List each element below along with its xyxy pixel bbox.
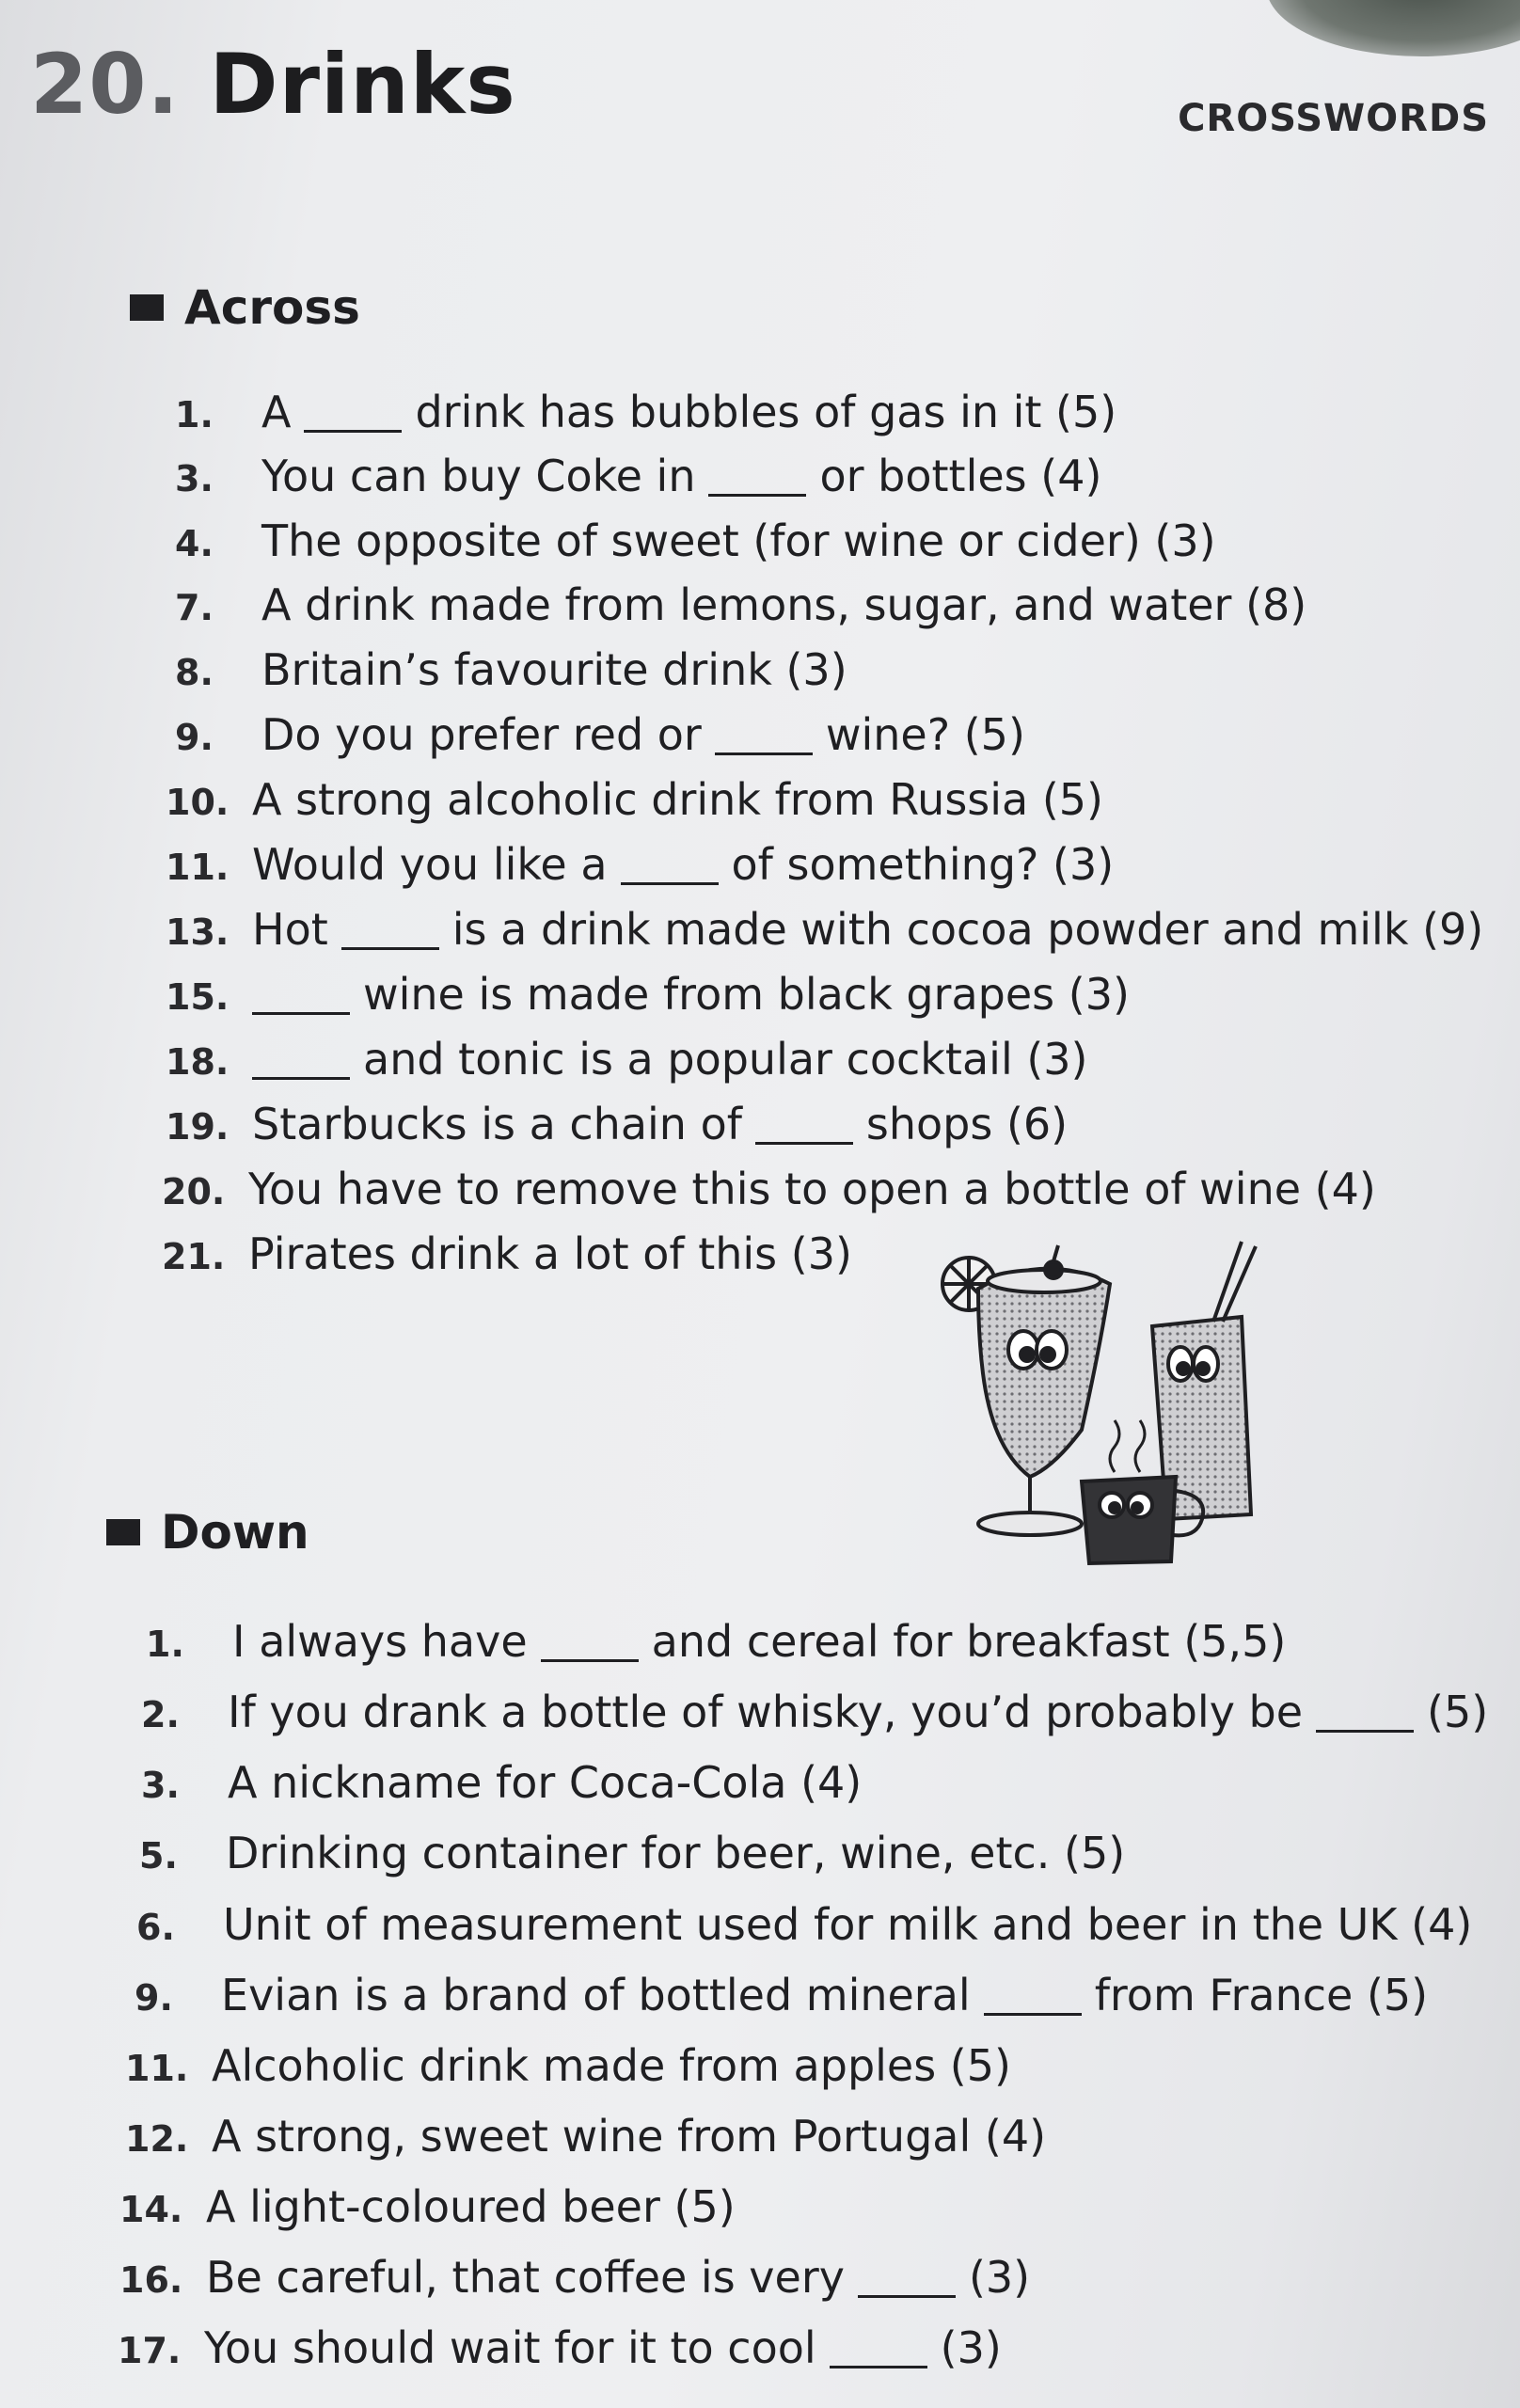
across-clue (175, 451, 1102, 501)
clue-text-after: (3) (940, 2322, 1002, 2373)
clue-number: 17. (118, 2330, 182, 2371)
answer-blank (304, 402, 402, 433)
clue-text: Be careful, that coffee is very (206, 2252, 845, 2303)
across-clue (175, 515, 1216, 566)
clue-number: 14. (119, 2189, 183, 2230)
clue-text: A strong alcoholic drink from Russia (5) (252, 774, 1103, 825)
down-clue (139, 1828, 1126, 1878)
cartoon-drinks-illustration (941, 1232, 1289, 1590)
down-clue (146, 1616, 1287, 1667)
answer-blank (715, 724, 813, 755)
clue-text: A strong, sweet wine from Portugal (4) (212, 2111, 1047, 2162)
down-clue (141, 1687, 1489, 1737)
across-clue (175, 387, 1117, 437)
across-clue (166, 904, 1484, 955)
clue-number: 6. (136, 1907, 175, 1948)
down-heading-label: Down (161, 1505, 309, 1560)
down-clue (125, 2111, 1047, 2162)
down-clue (118, 2322, 1002, 2373)
clue-text: Britain’s favourite drink (3) (261, 644, 847, 695)
across-clue (175, 644, 847, 695)
clue-number: 3. (141, 1765, 180, 1806)
clue-text-after: wine is made from black grapes (3) (363, 969, 1130, 1020)
clue-number: 11. (166, 847, 230, 888)
clue-text: The opposite of sweet (for wine or cider) (3) (261, 515, 1216, 566)
clue-text: A (261, 387, 292, 437)
answer-blank (252, 1049, 350, 1080)
clue-number: 5. (139, 1835, 178, 1877)
clue-text: Starbucks is a chain of (252, 1099, 742, 1149)
clue-text: You should wait for it to cool (204, 2322, 816, 2373)
clue-number: 1. (146, 1624, 184, 1665)
clue-number: 3. (175, 458, 214, 499)
clue-number: 11. (125, 2048, 189, 2089)
clue-number: 9. (175, 717, 214, 758)
answer-blank (708, 466, 806, 497)
square-bullet-icon (106, 1519, 140, 1545)
across-heading-label: Across (184, 280, 360, 335)
clue-text-after: of something? (3) (731, 839, 1115, 890)
answer-blank (830, 2337, 927, 2368)
clue-text-after: wine? (5) (825, 709, 1025, 760)
down-clue (125, 2040, 1011, 2091)
corner-shadow (1266, 0, 1520, 56)
clue-text: Unit of measurement used for milk and beer in the UK (4) (223, 1899, 1473, 1950)
clue-number: 1. (175, 394, 214, 436)
clue-text: You have to remove this to open a bottle of wine (4) (248, 1164, 1376, 1214)
down-clue (135, 1970, 1429, 2020)
unit-number: 20. (30, 36, 180, 133)
clue-number: 4. (175, 523, 214, 564)
clue-number: 21. (162, 1236, 226, 1277)
clue-number: 12. (125, 2118, 189, 2160)
answer-blank (621, 854, 719, 885)
clue-number: 13. (166, 911, 230, 953)
answer-blank (984, 1985, 1082, 2016)
down-heading (106, 1505, 309, 1560)
across-clue (175, 579, 1307, 630)
clue-number: 2. (141, 1694, 180, 1735)
clue-text: A drink made from lemons, sugar, and water (8) (261, 579, 1307, 630)
clue-text: I always have (232, 1616, 528, 1667)
clue-text: Alcoholic drink made from apples (5) (212, 2040, 1011, 2091)
answer-blank (755, 1114, 853, 1145)
clue-text: Do you prefer red or (261, 709, 702, 760)
down-clue (136, 1899, 1473, 1950)
clue-text-after: (3) (968, 2252, 1031, 2303)
clue-text-after: is a drink made with cocoa powder and milk (9) (451, 904, 1484, 955)
clue-text: If you drank a bottle of whisky, you’d probably be (228, 1687, 1304, 1737)
clue-text: Hot (252, 904, 328, 955)
across-clue (175, 709, 1025, 760)
clue-text: Pirates drink a lot of this (3) (248, 1228, 852, 1279)
clue-number: 19. (166, 1106, 230, 1148)
clue-text-after: from France (5) (1094, 1970, 1429, 2020)
clue-text-after: or bottles (4) (819, 451, 1102, 501)
across-clue (166, 774, 1103, 825)
unit-title: Drinks (209, 36, 516, 133)
clue-text-after: drink has bubbles of gas in it (5) (415, 387, 1117, 437)
down-clue (119, 2252, 1031, 2303)
clue-number: 10. (166, 782, 230, 823)
clue-text: You can buy Coke in (261, 451, 696, 501)
across-clue (162, 1228, 852, 1279)
answer-blank (858, 2267, 956, 2298)
across-clue (162, 1164, 1376, 1214)
clue-text-after: (5) (1427, 1687, 1489, 1737)
clue-text: A nickname for Coca-Cola (4) (228, 1757, 863, 1808)
clue-number: 16. (119, 2259, 183, 2301)
answer-blank (341, 919, 439, 950)
clue-number: 18. (166, 1041, 230, 1083)
across-clue (166, 969, 1130, 1020)
down-clue (141, 1757, 863, 1808)
clue-number: 8. (175, 652, 214, 693)
clue-number: 9. (135, 1977, 173, 2019)
clue-text: Evian is a brand of bottled mineral (221, 1970, 971, 2020)
clue-text-after: and tonic is a popular cocktail (3) (363, 1034, 1088, 1085)
clue-number: 7. (175, 587, 214, 628)
page-title (30, 36, 516, 133)
square-bullet-icon (130, 294, 164, 321)
answer-blank (1316, 1702, 1414, 1733)
category-label: CROSSWORDS (1178, 97, 1489, 140)
clue-text: Drinking container for beer, wine, etc. (5) (226, 1828, 1126, 1878)
across-clue (166, 1034, 1088, 1085)
clue-number: 15. (166, 976, 230, 1018)
across-clue (166, 839, 1115, 890)
across-clue (166, 1099, 1069, 1149)
clue-text-after: and cereal for breakfast (5,5) (651, 1616, 1287, 1667)
across-heading (130, 280, 360, 335)
clue-text-after: shops (6) (865, 1099, 1069, 1149)
answer-blank (252, 984, 350, 1015)
answer-blank (541, 1631, 639, 1662)
clue-text: Would you like a (252, 839, 608, 890)
clue-text: A light-coloured beer (5) (206, 2181, 736, 2232)
down-clue (119, 2181, 736, 2232)
clue-number: 20. (162, 1171, 226, 1212)
